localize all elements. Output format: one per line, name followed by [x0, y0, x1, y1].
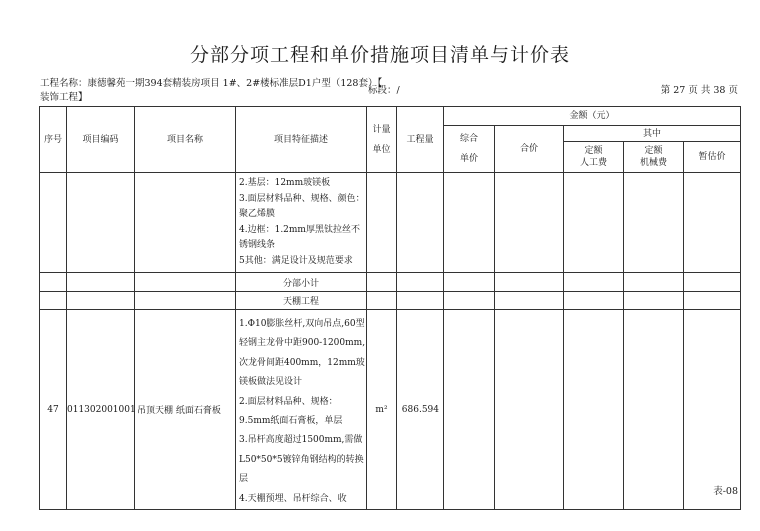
feature-cell — [236, 173, 367, 273]
header-unit-line1: 计量 — [372, 124, 391, 135]
item-unit: m² — [367, 310, 397, 510]
header-machine — [624, 142, 684, 173]
page-title: 分部分项工程和单价措施项目清单与计价表 — [189, 44, 570, 66]
header-of-which: 其中 — [564, 126, 741, 142]
header-unit-line2: 单位 — [372, 144, 391, 155]
header-labor-line2: 人工费 — [579, 158, 607, 168]
feature-line: 1.Φ10膨胀丝杆,双向吊点,60型轻钢主龙骨中距900-1200mm,次龙骨间距400mm，12mm玻镁板做法见设计 — [239, 319, 366, 388]
section-name: 天棚工程 — [236, 292, 367, 310]
feature-line: 2.基层：12mm玻镁板 — [239, 178, 331, 188]
subtotal-label: 分部小计 — [236, 273, 367, 292]
project-label: 工程名称： — [40, 78, 88, 89]
table-row — [40, 273, 741, 292]
item-seq: 47 — [40, 310, 67, 510]
table-row — [40, 292, 741, 310]
project-name-line2: 装饰工程】 — [40, 92, 88, 103]
header-feature: 项目特征描述 — [236, 107, 367, 173]
feature-line: 5其他：满足设计及规范要求 — [239, 255, 353, 266]
item-code: 011302001001 — [67, 310, 135, 510]
header-name: 项目名称 — [135, 107, 236, 173]
feature-cell — [236, 310, 367, 510]
header-machine-line1: 定额 — [644, 146, 663, 156]
header-labor — [564, 142, 624, 173]
header-unit — [367, 107, 397, 173]
header-unit-price — [444, 126, 495, 173]
item-qty: 686.594 — [397, 310, 444, 510]
table-row — [40, 310, 741, 510]
section-label: 标段：/ — [368, 85, 400, 96]
header-total: 合价 — [495, 126, 564, 173]
header-code: 项目编码 — [67, 107, 135, 173]
header-qty: 工程量 — [397, 107, 444, 173]
bill-table — [39, 106, 741, 510]
feature-line: 4.天棚预埋、吊杆综合、收 — [239, 493, 347, 504]
project-name: 康德馨苑一期394套精装房项目 1#、2#楼标准层D1户型（128套）【 — [87, 78, 383, 89]
page-number: 第 27 页 共 38 页 — [660, 85, 738, 96]
feature-line: 2.面层材料品种、规格：9.5mm纸面石膏板，单层 — [239, 396, 343, 427]
table-row — [40, 173, 741, 273]
header-labor-line1: 定额 — [584, 146, 603, 156]
feature-line: 4.边框：1.2mm厚黑钛拉丝不锈钢线条 — [239, 224, 360, 250]
header-amount: 金额（元） — [444, 107, 741, 126]
feature-line: 3.面层材料品种、规格、颜色：聚乙烯膜 — [239, 193, 365, 219]
header-provisional: 暂估价 — [684, 142, 741, 173]
feature-line: 3.吊杆高度超过1500mm,需做L50*50*5镀锌角钢结构的转换层 — [239, 435, 364, 485]
header-unit-price-line2: 单价 — [459, 154, 478, 164]
item-name: 吊顶天棚 纸面石膏板 — [135, 310, 236, 510]
header-unit-price-line1: 综合 — [459, 134, 478, 144]
form-number: 表-08 — [713, 486, 738, 497]
header-seq: 序号 — [40, 107, 67, 173]
header-machine-line2: 机械费 — [639, 158, 667, 168]
project-name-line1 — [40, 77, 382, 90]
